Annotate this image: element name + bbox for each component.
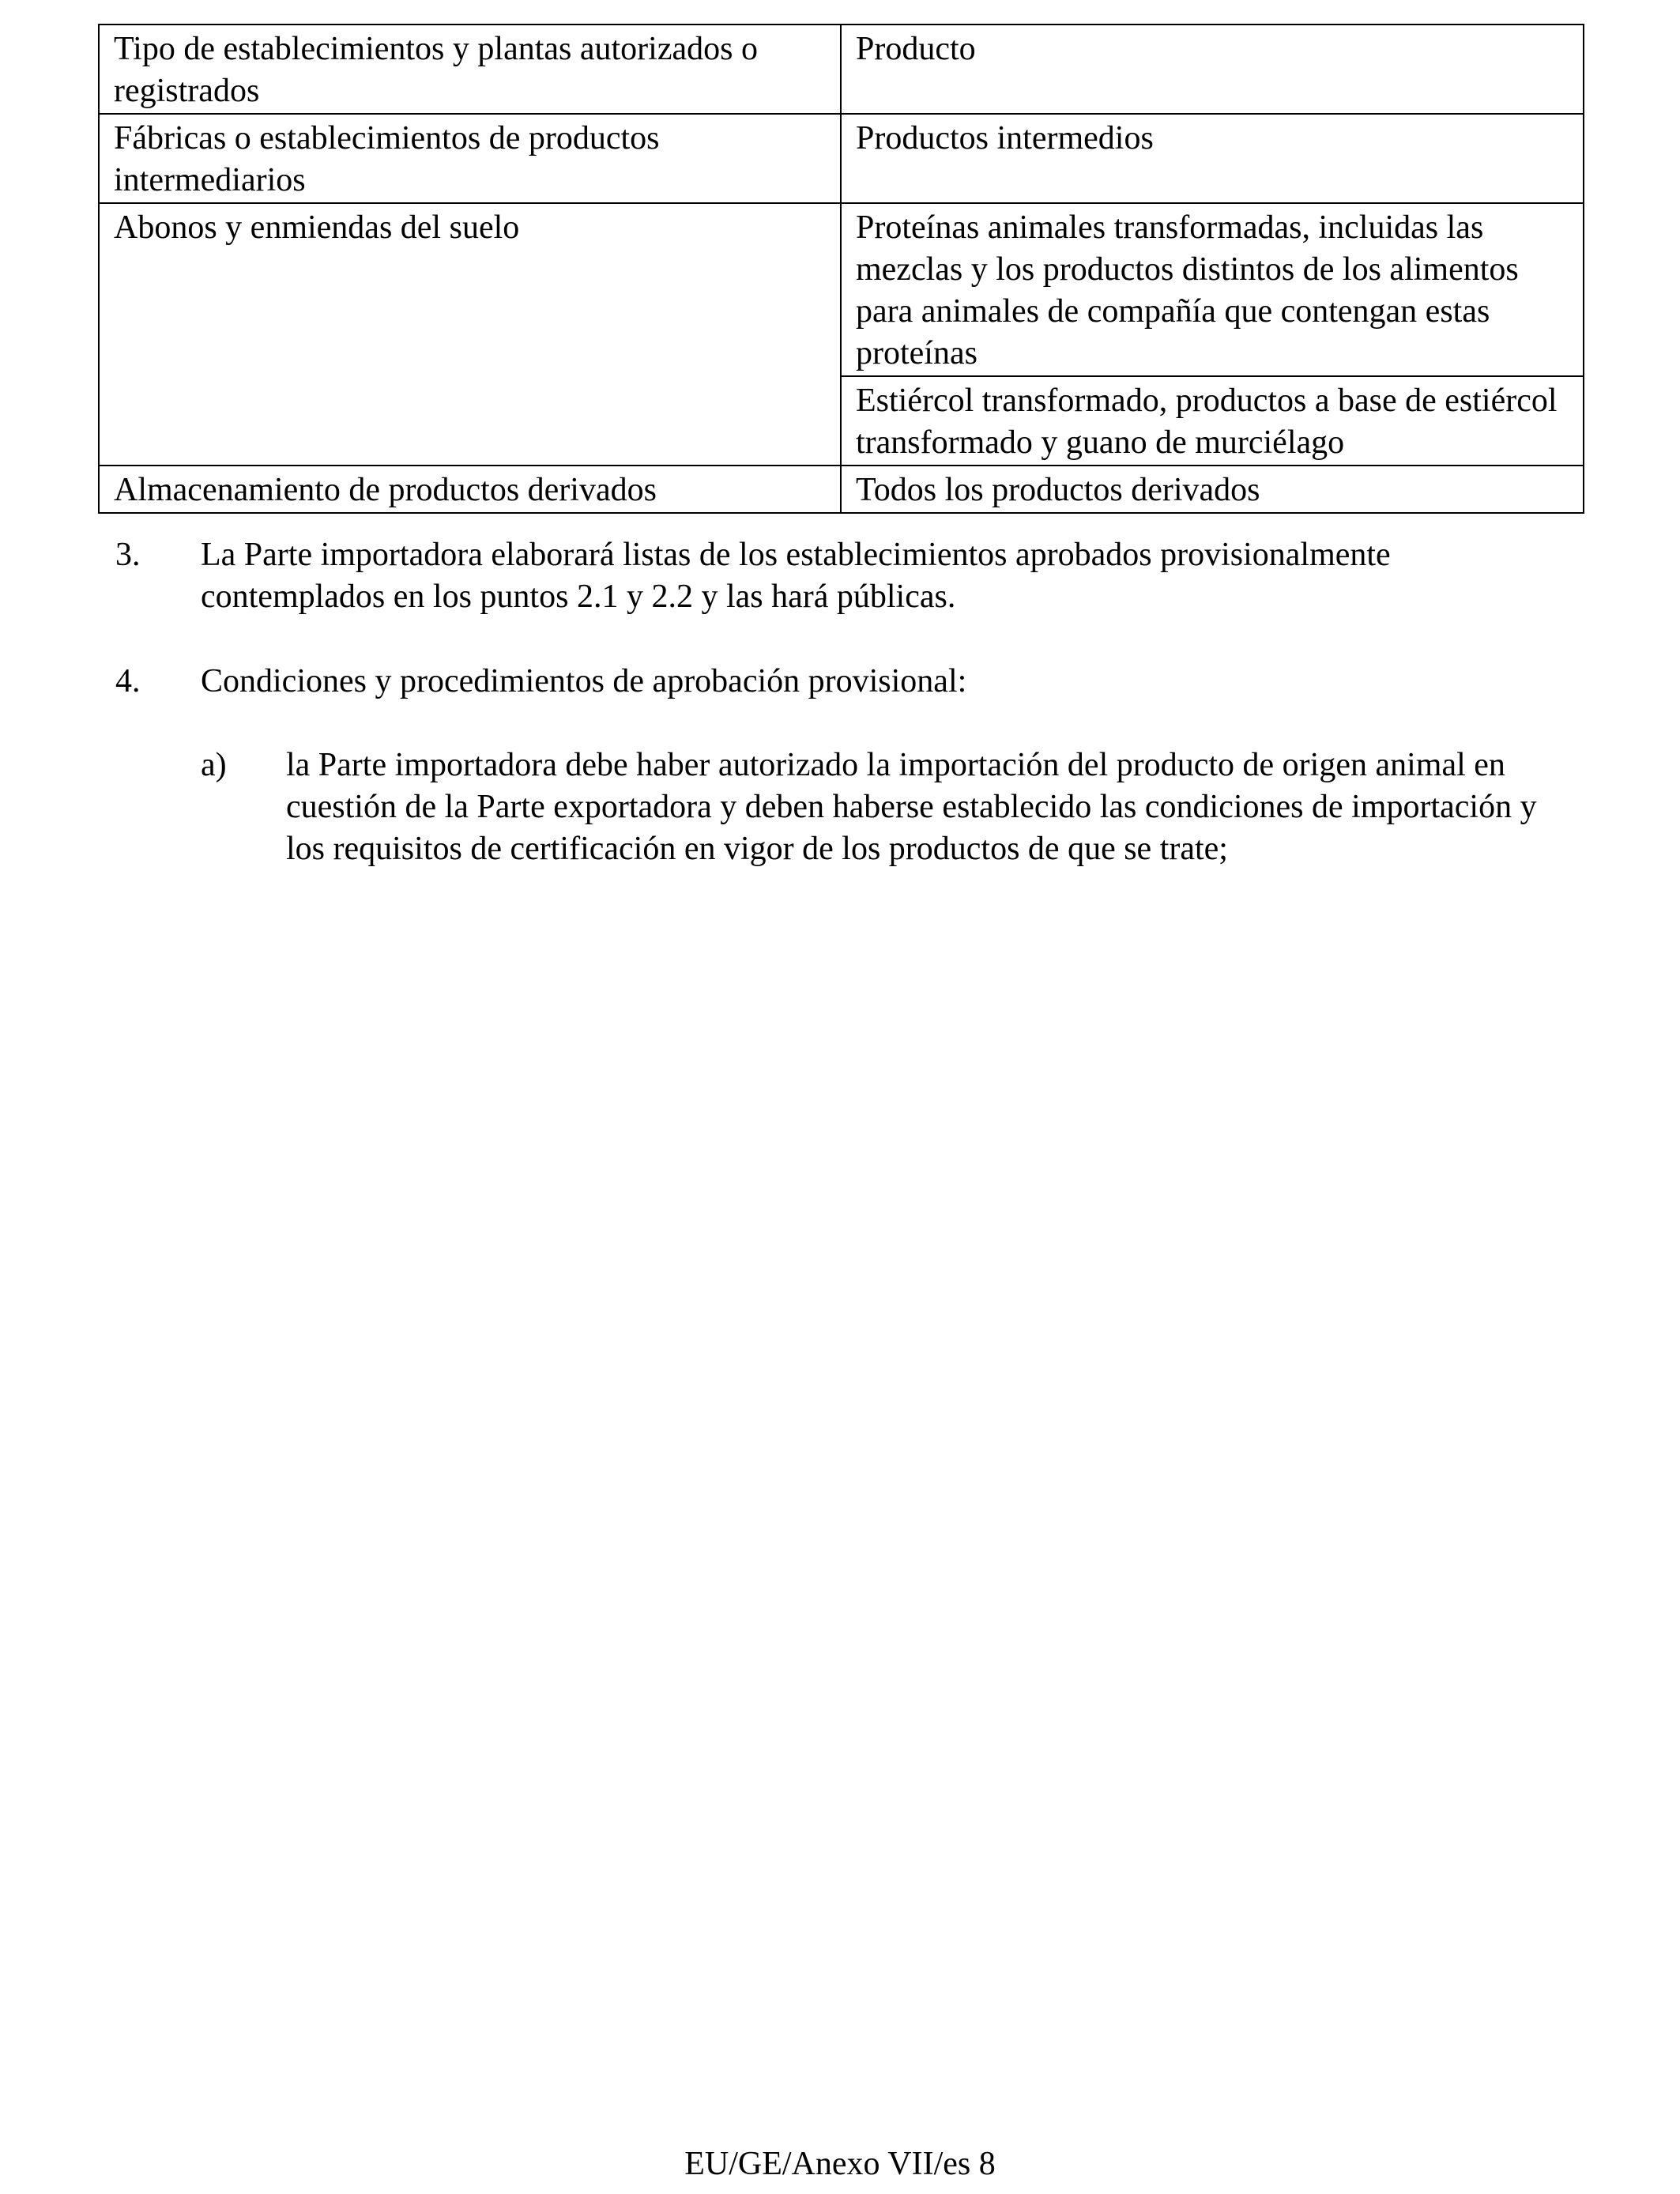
- paragraph-text: La Parte importadora elaborará listas de los establecimientos aprobados provisionalmente contemplados en los puntos 2.1 y 2.2 y las hará públicas.: [201, 537, 1391, 615]
- table-row: [99, 203, 1584, 376]
- product-cell: Productos intermedios: [841, 114, 1584, 203]
- paragraph-number: 3.: [115, 537, 141, 573]
- establishment-cell: Abonos y enmiendas del suelo: [99, 203, 841, 466]
- header-establishment-cell: Tipo de establecimientos y plantas autorizados o registrados: [99, 25, 841, 114]
- table-row: [99, 466, 1584, 513]
- paragraph-text: Condiciones y procedimientos de aprobación provisional:: [201, 663, 967, 699]
- establishment-cell: Almacenamiento de productos derivados: [99, 466, 841, 513]
- table-header-row: [99, 25, 1584, 114]
- header-product-cell: Producto: [841, 25, 1584, 114]
- product-cell: Estiércol transformado, productos a base de estiércol transformado y guano de murciélago: [841, 376, 1584, 466]
- establishment-cell: Fábricas o establecimientos de productos intermediarios: [99, 114, 841, 203]
- subparagraph-text: la Parte importadora debe haber autorizado la importación del producto de origen animal en cuestión de la Parte exportadora y deben haberse establecido las condiciones de importación y los requisitos de certificación en vigor de los productos de que se trate;: [286, 747, 1537, 867]
- table-row: [99, 114, 1584, 203]
- subparagraph-letter: a): [201, 747, 227, 783]
- product-cell: Todos los productos derivados: [841, 466, 1584, 513]
- paragraph-number: 4.: [115, 663, 141, 699]
- product-cell: Proteínas animales transformadas, incluidas las mezclas y los productos distintos de los alimentos para animales de compañía que contengan estas proteínas: [841, 203, 1584, 376]
- establishments-table: [98, 24, 1584, 514]
- page-footer: EU/GE/Anexo VII/es 8: [684, 2146, 996, 2182]
